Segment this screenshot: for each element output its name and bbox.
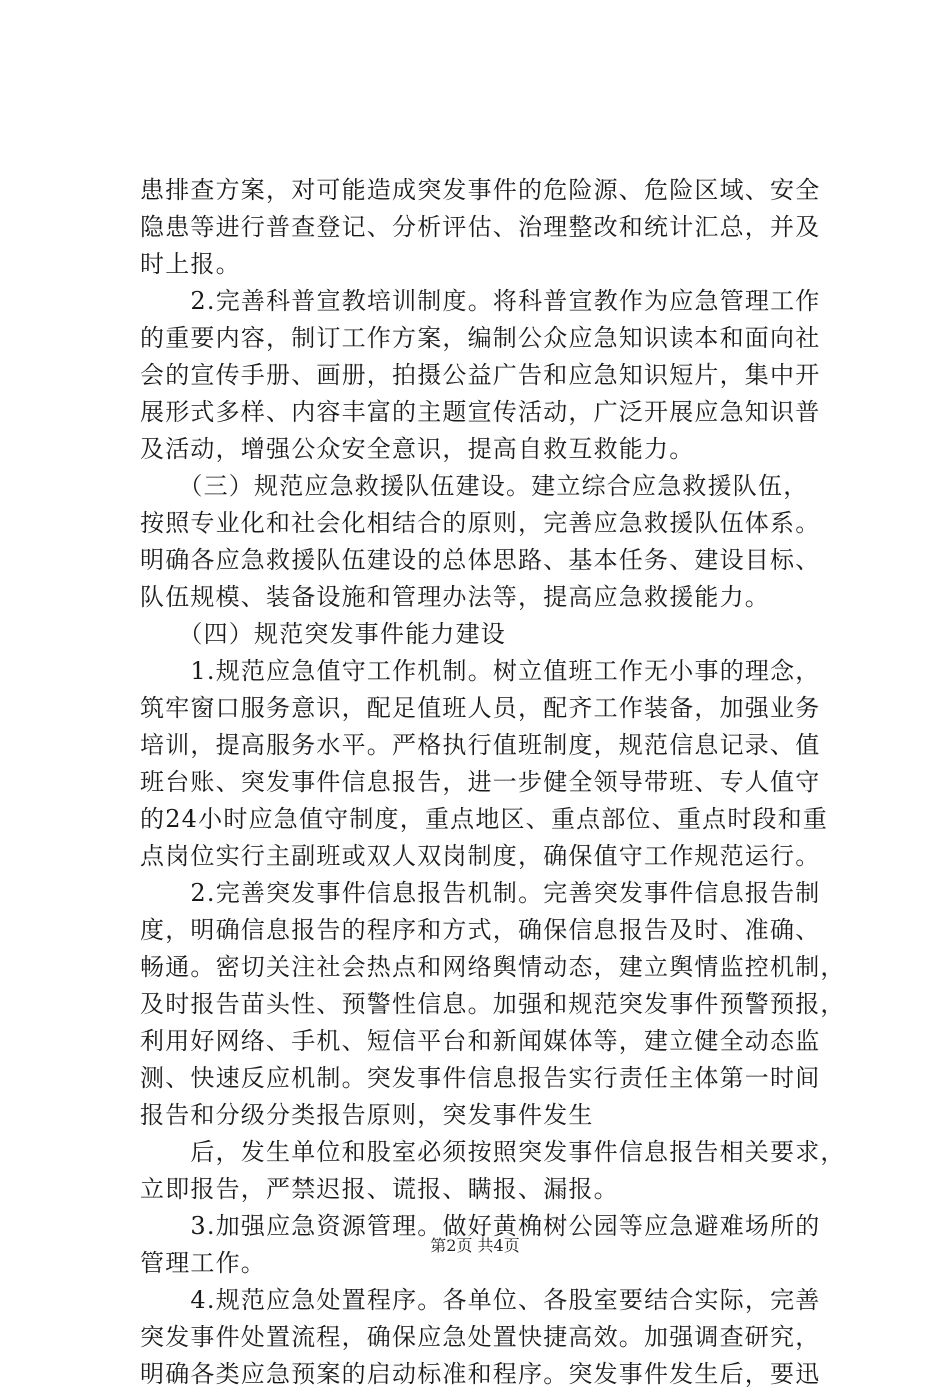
text-line: 突发事件处置流程，确保应急处置快捷高效。加强调查研究，: [140, 1323, 821, 1351]
text-line: 的重要内容，制订工作方案，编制公众应急知识读本和面向社: [140, 324, 821, 352]
document-body: [140, 172, 846, 1393]
text-line: 2.完善突发事件信息报告机制。完善突发事件信息报告制: [140, 879, 821, 907]
text-line: 点岗位实行主副班或双人双岗制度，确保值守工作规范运行。: [140, 842, 821, 870]
text-line: 会的宣传手册、画册，拍摄公益广告和应急知识短片，集中开: [140, 361, 821, 389]
text-line: 畅通。密切关注社会热点和网络舆情动态，建立舆情监控机制，: [140, 953, 846, 981]
text-line: 报告和分级分类报告原则，突发事件发生: [140, 1101, 594, 1129]
text-line: 4.规范应急处置程序。各单位、各股室要结合实际，完善: [140, 1286, 821, 1314]
page-number-footer: 第2页 共4页: [430, 1236, 520, 1255]
section-heading: （四）规范突发事件能力建设: [140, 620, 506, 648]
text-line: 筑牢窗口服务意识，配足值班人员，配齐工作装备，加强业务: [140, 694, 821, 722]
text-line: 利用好网络、手机、短信平台和新闻媒体等，建立健全动态监: [140, 1027, 821, 1055]
text-line: （三）规范应急救援队伍建设。建立综合应急救援队伍，: [140, 472, 809, 500]
text-line: 后，发生单位和股室必须按照突发事件信息报告相关要求，: [140, 1138, 846, 1166]
text-line: 2.完善科普宣教培训制度。将科普宣教作为应急管理工作: [140, 287, 821, 315]
text-line: 患排查方案，对可能造成突发事件的危险源、危险区域、安全: [140, 176, 821, 204]
text-line: 立即报告，严禁迟报、谎报、瞒报、漏报。: [140, 1175, 619, 1203]
text-line: 隐患等进行普查登记、分析评估、治理整改和统计汇总，并及: [140, 213, 821, 241]
text-line: 管理工作。: [140, 1249, 266, 1277]
text-line: 时上报。: [140, 250, 241, 278]
text-line: 明确各应急救援队伍建设的总体思路、基本任务、建设目标、: [140, 546, 821, 574]
text-line: 的24小时应急值守制度，重点地区、重点部位、重点时段和重: [140, 805, 829, 833]
text-line: 班台账、突发事件信息报告，进一步健全领导带班、专人值守: [140, 768, 821, 796]
text-line: 测、快速反应机制。突发事件信息报告实行责任主体第一时间: [140, 1064, 821, 1092]
text-line: 及活动，增强公众安全意识，提高自救互救能力。: [140, 435, 695, 463]
text-line: 展形式多样、内容丰富的主题宣传活动，广泛开展应急知识普: [140, 398, 821, 426]
text-line: 度，明确信息报告的程序和方式，确保信息报告及时、准确、: [140, 916, 821, 944]
text-line: 3.加强应急资源管理。做好黄桷树公园等应急避难场所的: [140, 1212, 821, 1240]
text-line: 按照专业化和社会化相结合的原则，完善应急救援队伍体系。: [140, 509, 821, 537]
text-line: 1.规范应急值守工作机制。树立值班工作无小事的理念，: [140, 657, 821, 685]
text-line: 明确各类应急预案的启动标准和程序。突发事件发生后，要迅: [140, 1360, 821, 1388]
text-line: 及时报告苗头性、预警性信息。加强和规范突发事件预警预报，: [140, 990, 846, 1018]
text-line: 队伍规模、装备设施和管理办法等，提高应急救援能力。: [140, 583, 770, 611]
text-line: 培训，提高服务水平。严格执行值班制度，规范信息记录、值: [140, 731, 821, 759]
